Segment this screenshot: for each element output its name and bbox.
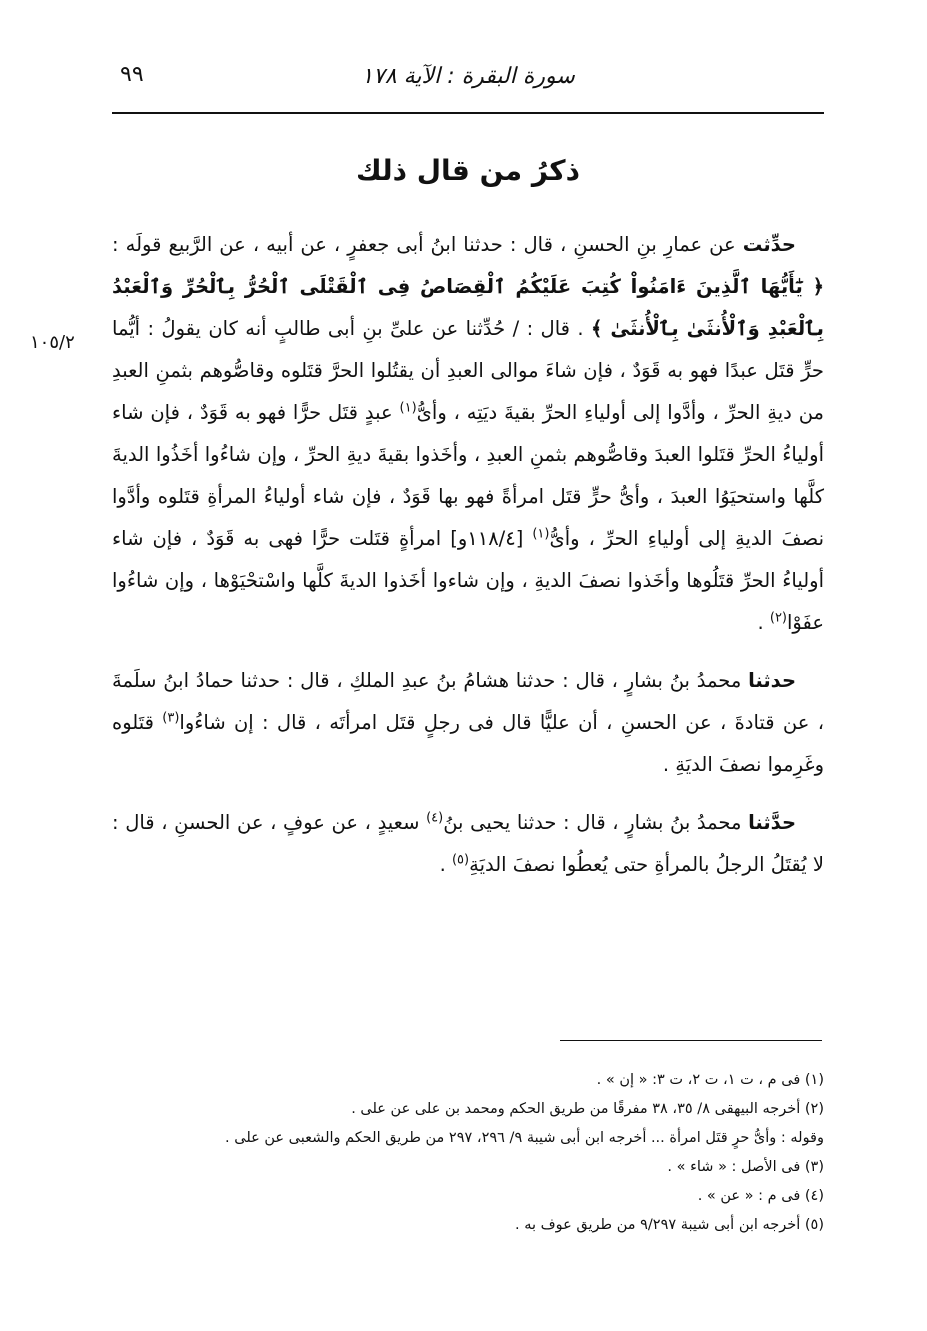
- paragraph-lead: حدِّثت: [742, 233, 796, 256]
- footnote-rule: [560, 1040, 822, 1041]
- footnote-item: (٣) فى الأصل : « شاء » .: [667, 1159, 824, 1175]
- paragraph-text: .: [757, 611, 770, 634]
- footnote-ref[interactable]: (٣): [162, 710, 180, 726]
- footnote-item: (٤) فى م : « عن » .: [697, 1188, 824, 1204]
- footnote-ref[interactable]: (١): [399, 400, 417, 416]
- paragraph-text: محمدُ بنُ بشارٍ ، قال : حدثنا هشامُ بنُ عبدِ الملكِ ، قال : حدثنا حمادُ ابنُ سلَمةَ ، عن قتادةَ ، عن الحسنِ ، أن عليًّا قال فى رجلٍ قتَل امرأتَه ، قال : إن شاءُوا: [112, 669, 824, 734]
- paragraph-text: عن عمارِ بنِ الحسنِ ، قال : حدثنا ابنُ أبى جعفرٍ ، عن أبيه ، عن الرَّبيع قولَه :: [112, 233, 743, 256]
- paragraph-1: [112, 224, 824, 644]
- footnote-item: (٥) أخرجه ابن أبى شيبة ٩/٢٩٧ من طريق عوف به .: [515, 1217, 824, 1233]
- paragraph-text: عبدٍ قتَل حرًّا فهو به قَوَدٌ ، فإن شاء أولياءُ الحرِّ قتَلوا العبدَ وقاصُّوهم بثمنِ العبدِ ، وأخَذوا بقيةَ ديةِ الحرِّ ، وإن شاءُوا أخَذُوا الديةَ كلَّها واستحيَوُا العبدَ ، وأىُّ حرٍّ قتَل امرأةً فهو بها قَوَدٌ ، فإن شاء أولياءُ المرأةِ قتَلوه وأدَّوا نصفَ الديةِ إلى أولياءِ الحرِّ ، وأىُّ: [112, 401, 825, 550]
- footnote-item: (٢) أخرجه البيهقى ٨/ ٣٥، ٣٨ مفرقًا من طريق الحكم ومحمد بن على عن على .: [351, 1101, 824, 1117]
- paragraph-text: .: [439, 853, 452, 876]
- footnote-ref[interactable]: (٥): [451, 852, 470, 868]
- section-heading: ذكرُ من قال ذلك: [356, 154, 580, 187]
- paragraph-text: [١١٨/٤و] امرأةٍ قتَلت حرًّا فهى به قَوَدٌ ، فإن شاء أولياءُ الحرِّ قتَلُوها وأخَذوا نصفَ الديةِ ، وإن شاءوا أخَذوا الديةَ كلَّها واسْتحْيَوْها ، وإن شاءُوا عفَوْا: [112, 527, 824, 634]
- footnote-ref[interactable]: (١): [532, 526, 550, 542]
- footnotes: [112, 1066, 824, 1240]
- footnote-ref[interactable]: (٤): [426, 810, 444, 826]
- paragraph-2: [112, 660, 824, 786]
- paragraph-text: سعيدٍ ، عن عوفٍ ، عن الحسنِ ، قال : لا يُقتَلُ الرجلُ بالمرأةِ حتى يُعطُوا نصفَ الديَةِ: [112, 811, 824, 876]
- footnote-item: وقوله : وأىُّ حرٍ قتَل امرأة ... أخرجه ابن أبى شيبة ٩/ ٢٩٦، ٢٩٧ من طريق الحكم والشعبى عن على .: [225, 1130, 824, 1146]
- header-rule: [112, 112, 824, 114]
- paragraph-text: . قال : / حُدِّثنا عن علىِّ بنِ أبى طالبٍ أنه كان يقولُ : أيُّما حرٍّ قتَل عبدًا فهو به قَوَدٌ ، فإن شاءَ موالى العبدِ أن يقتُلوا الحرَّ قتَلوه وقاصُّوهم بثمنِ العبدِ من ديةِ الحرِّ ، وأدَّوا إلى أولياءِ الحرِّ بقيةَ ديَتِه ، وأىُّ: [112, 317, 825, 424]
- paragraph-3: [112, 802, 824, 886]
- footnote-ref[interactable]: (٢): [769, 610, 787, 626]
- page-header: [112, 54, 824, 104]
- footnote-item: (١) فى م ، ت ١، ت ٢، ت ٣: « إن » .: [596, 1072, 824, 1088]
- margin-note: ١٠٥/٢: [30, 332, 75, 353]
- paragraph-text: محمدُ بنُ بشارٍ ، قال : حدثنا يحيى بنُ: [443, 811, 749, 834]
- paragraph-lead: حدَّثنا: [748, 811, 796, 834]
- running-title: سورة البقرة : الآية ١٧٨: [361, 64, 575, 89]
- main-text: [112, 224, 824, 902]
- page-number: ٩٩: [120, 62, 144, 87]
- quran-verse: ﴿ يَٰٓأَيُّهَا ٱلَّذِينَ ءَامَنُواْ كُتِبَ عَلَيْكُمُ ٱلْقِصَاصُ فِى ٱلْقَتْلَى ٱلْحُرُّ بِٱلْحُرِّ وَٱلْعَبْدُ بِٱلْعَبْدِ وَٱلْأُنثَىٰ بِٱلْأُنثَىٰ ﴾: [112, 275, 825, 340]
- paragraph-text: قتَلوه وغَرِموا نصفَ الديَةِ .: [112, 711, 824, 776]
- paragraph-lead: حدثنا: [748, 669, 796, 692]
